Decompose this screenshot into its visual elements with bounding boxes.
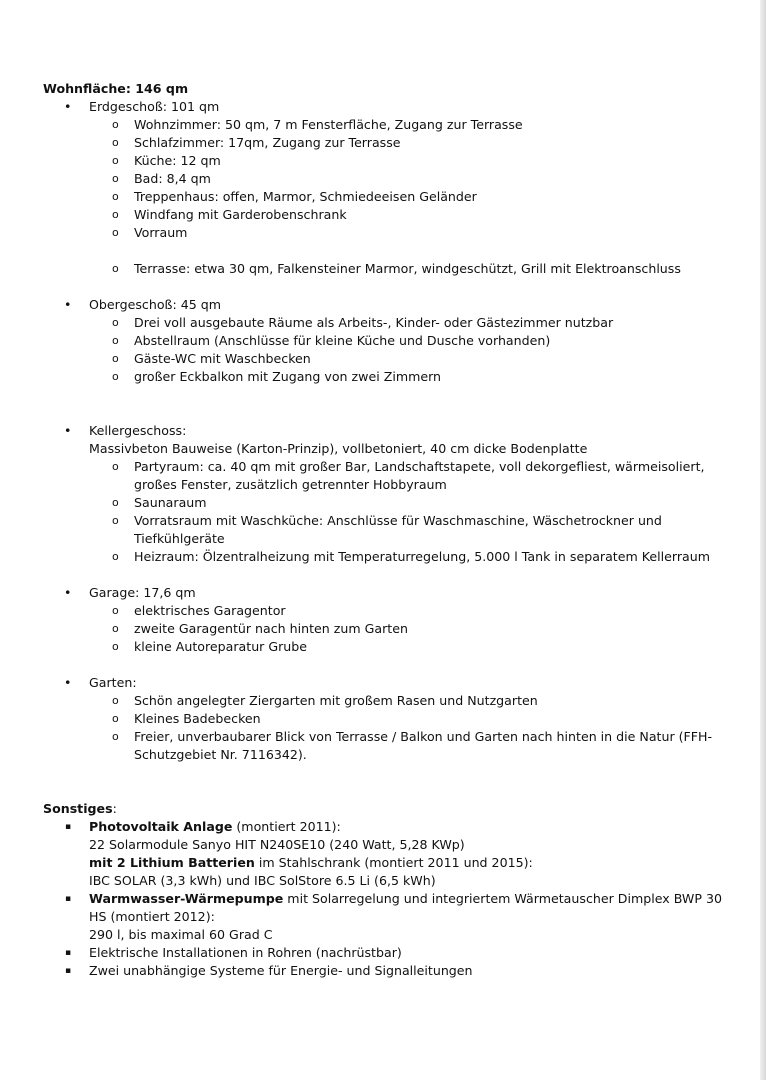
sonstiges-list bbox=[43, 818, 733, 980]
circle-bullet-icon: o bbox=[112, 460, 119, 473]
kellergeschoss-rooms bbox=[89, 458, 733, 566]
room-text: Drei voll ausgebaute Räume als Arbeits-, Kinder- oder Gästezimmer nutzbar bbox=[134, 315, 614, 330]
circle-bullet-icon: o bbox=[112, 370, 119, 383]
circle-bullet-icon: o bbox=[112, 226, 119, 239]
ww-capacity: 290 l, bis maximal 60 Grad C bbox=[89, 927, 273, 942]
sonstiges-title: Sonstiges bbox=[43, 801, 113, 816]
pv-title: Photovoltaik Anlage bbox=[89, 819, 233, 834]
list-item bbox=[43, 620, 733, 638]
room-text: Heizraum: Ölzentralheizung mit Temperaturregelung, 5.000 l Tank in separatem Kellerraum bbox=[134, 549, 710, 564]
systems-text: Zwei unabhängige Systeme für Energie- und Signalleitungen bbox=[89, 963, 473, 978]
circle-bullet-icon: o bbox=[112, 118, 119, 131]
list-item bbox=[43, 710, 733, 728]
garten-text: Kleines Badebecken bbox=[134, 711, 261, 726]
circle-bullet-icon: o bbox=[112, 316, 119, 329]
room-text: Wohnzimmer: 50 qm, 7 m Fensterfläche, Zugang zur Terrasse bbox=[134, 117, 523, 132]
pv-rest: (montiert 2011): bbox=[232, 819, 341, 834]
list-item bbox=[43, 170, 733, 188]
list-item bbox=[43, 332, 733, 350]
circle-bullet-icon: o bbox=[112, 136, 119, 149]
circle-bullet-icon: o bbox=[112, 190, 119, 203]
kellergeschoss-title: Kellergeschoss: bbox=[89, 423, 187, 438]
square-bullet-icon: ▪ bbox=[65, 822, 72, 832]
circle-bullet-icon: o bbox=[112, 712, 119, 725]
heading-wohnflaeche: Wohnfläche: 146 qm bbox=[43, 81, 189, 96]
circle-bullet-icon: o bbox=[112, 154, 119, 167]
list-item bbox=[43, 350, 733, 368]
list-item bbox=[43, 944, 733, 962]
square-bullet-icon: ▪ bbox=[65, 894, 72, 904]
ww-title: Warmwasser-Wärmepumpe bbox=[89, 891, 284, 906]
circle-bullet-icon: o bbox=[112, 496, 119, 509]
list-item bbox=[43, 548, 733, 566]
list-item-erdgeschoss bbox=[43, 98, 733, 278]
list-item bbox=[43, 260, 733, 278]
circle-bullet-icon: o bbox=[112, 730, 119, 743]
list-item bbox=[43, 692, 733, 710]
circle-bullet-icon: o bbox=[112, 352, 119, 365]
bullet-icon: • bbox=[64, 423, 72, 438]
document-page bbox=[43, 80, 733, 980]
list-item bbox=[43, 314, 733, 332]
list-item bbox=[43, 134, 733, 152]
room-text: Gäste-WC mit Waschbecken bbox=[134, 351, 311, 366]
room-text: Schlafzimmer: 17qm, Zugang zur Terrasse bbox=[134, 135, 401, 150]
page-edge bbox=[760, 0, 766, 1080]
list-item bbox=[43, 116, 733, 134]
garten-items bbox=[89, 692, 733, 764]
garten-text: Schön angelegter Ziergarten mit großem Rasen und Nutzgarten bbox=[134, 693, 538, 708]
circle-bullet-icon: o bbox=[112, 640, 119, 653]
room-text: Küche: 12 qm bbox=[134, 153, 221, 168]
list-item-obergeschoss bbox=[43, 296, 733, 386]
list-item-kellergeschoss bbox=[43, 422, 733, 566]
list-item-garten bbox=[43, 674, 733, 764]
room-text: großer Eckbalkon mit Zugang von zwei Zimmern bbox=[134, 369, 442, 384]
floor-list bbox=[43, 98, 733, 764]
erdgeschoss-rooms bbox=[89, 116, 733, 242]
square-bullet-icon: ▪ bbox=[65, 948, 72, 958]
garten-title: Garten: bbox=[89, 675, 137, 690]
room-text: Abstellraum (Anschlüsse für kleine Küche und Dusche vorhanden) bbox=[134, 333, 551, 348]
installation-text: Elektrische Installationen in Rohren (nachrüstbar) bbox=[89, 945, 402, 960]
circle-bullet-icon: o bbox=[112, 622, 119, 635]
sonstiges-colon: : bbox=[112, 801, 117, 816]
list-item bbox=[43, 638, 733, 656]
garten-text: Freier, unverbaubarer Blick von Terrasse / Balkon und Garten nach hinten in die Natur (FFH-Schutzgebiet Nr. 7116342). bbox=[134, 729, 713, 762]
list-item bbox=[43, 962, 733, 980]
list-item bbox=[43, 368, 733, 386]
list-item bbox=[43, 224, 733, 242]
list-item bbox=[43, 458, 733, 494]
circle-bullet-icon: o bbox=[112, 604, 119, 617]
pv-battery-models: IBC SOLAR (3,3 kWh) und IBC SolStore 6.5 Li (6,5 kWh) bbox=[89, 873, 436, 888]
list-item-waermepumpe bbox=[43, 890, 733, 944]
list-item bbox=[43, 728, 733, 764]
bullet-icon: • bbox=[64, 99, 72, 114]
room-text: Partyraum: ca. 40 qm mit großer Bar, Landschaftstapete, voll dekorgefliest, wärmeisoliert, großes Fenster, zusätzlich getrennter Hobbyraum bbox=[134, 459, 705, 492]
square-bullet-icon: ▪ bbox=[65, 966, 72, 976]
terrasse-text: Terrasse: etwa 30 qm, Falkensteiner Marmor, windgeschützt, Grill mit Elektroanschluss bbox=[134, 261, 681, 276]
circle-bullet-icon: o bbox=[112, 514, 119, 527]
list-item bbox=[43, 206, 733, 224]
room-text: Bad: 8,4 qm bbox=[134, 171, 211, 186]
room-text: Vorratsraum mit Waschküche: Anschlüsse für Waschmaschine, Wäschetrockner und Tiefkühlgeräte bbox=[134, 513, 662, 546]
circle-bullet-icon: o bbox=[112, 334, 119, 347]
room-text: Saunaraum bbox=[134, 495, 207, 510]
ww-rest: mit Solarregelung und integriertem Wärmetauscher Dimplex BWP 30 HS (montiert 2012): bbox=[89, 891, 722, 924]
terrasse-list bbox=[89, 260, 733, 278]
list-item bbox=[43, 188, 733, 206]
kellergeschoss-desc: Massivbeton Bauweise (Karton-Prinzip), vollbetoniert, 40 cm dicke Bodenplatte bbox=[89, 441, 588, 456]
circle-bullet-icon: o bbox=[112, 694, 119, 707]
pv-battery-rest: im Stahlschrank (montiert 2011 und 2015): bbox=[254, 855, 533, 870]
heading-sonstiges bbox=[43, 800, 733, 818]
circle-bullet-icon: o bbox=[112, 262, 119, 275]
obergeschoss-title: Obergeschoß: 45 qm bbox=[89, 297, 221, 312]
bullet-icon: • bbox=[64, 675, 72, 690]
list-item bbox=[43, 512, 733, 548]
room-text: Treppenhaus: offen, Marmor, Schmiedeeisen Geländer bbox=[134, 189, 477, 204]
pv-modules: 22 Solarmodule Sanyo HIT N240SE10 (240 Watt, 5,28 KWp) bbox=[89, 837, 465, 852]
garage-items bbox=[89, 602, 733, 656]
erdgeschoss-title: Erdgeschoß: 101 qm bbox=[89, 99, 220, 114]
list-item-photovoltaik bbox=[43, 818, 733, 890]
circle-bullet-icon: o bbox=[112, 550, 119, 563]
garage-text: zweite Garagentür nach hinten zum Garten bbox=[134, 621, 408, 636]
room-text: Windfang mit Garderobenschrank bbox=[134, 207, 347, 222]
pv-battery-title: mit 2 Lithium Batterien bbox=[89, 855, 255, 870]
list-item bbox=[43, 494, 733, 512]
bullet-icon: • bbox=[64, 297, 72, 312]
garage-text: elektrisches Garagentor bbox=[134, 603, 286, 618]
obergeschoss-rooms bbox=[89, 314, 733, 386]
list-item-garage bbox=[43, 584, 733, 656]
list-item bbox=[43, 152, 733, 170]
garage-title: Garage: 17,6 qm bbox=[89, 585, 196, 600]
garage-text: kleine Autoreparatur Grube bbox=[134, 639, 308, 654]
bullet-icon: • bbox=[64, 585, 72, 600]
circle-bullet-icon: o bbox=[112, 208, 119, 221]
circle-bullet-icon: o bbox=[112, 172, 119, 185]
room-text: Vorraum bbox=[134, 225, 188, 240]
list-item bbox=[43, 602, 733, 620]
